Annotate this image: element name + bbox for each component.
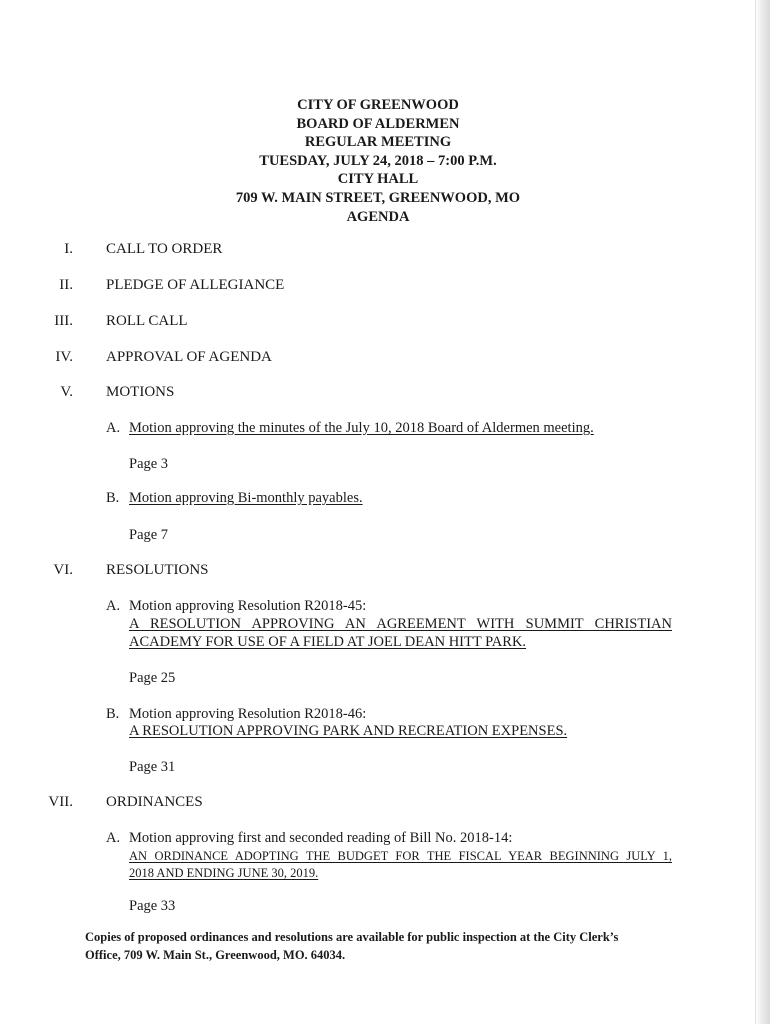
section-number: V. <box>60 384 73 400</box>
ordinance-title-line <box>129 849 672 864</box>
header-date-time: TUESDAY, JULY 24, 2018 – 7:00 P.M. <box>259 152 497 169</box>
header-meeting-type: REGULAR MEETING <box>304 134 452 151</box>
section-number: VI. <box>53 562 73 578</box>
public-inspection-notice <box>85 929 685 964</box>
resolution-r2018-46-link[interactable]: A RESOLUTION APPROVING PARK AND RECREATION EXPENSES. <box>129 723 568 739</box>
resolution-title-line <box>129 616 672 633</box>
page-reference: Page 25 <box>129 670 176 686</box>
resolution-title-line <box>129 723 567 740</box>
item-letter: A. <box>106 830 121 846</box>
section-number: IV. <box>55 349 73 365</box>
item-letter: A. <box>106 420 121 436</box>
section-title: APPROVAL OF AGENDA <box>106 349 272 365</box>
section-title: RESOLUTIONS <box>106 562 209 578</box>
page-reference: Page 31 <box>129 759 176 775</box>
ordinance-bill-2018-14-link-cont[interactable]: 2018 AND ENDING JUNE 30, 2019. <box>129 866 319 880</box>
section-title: CALL TO ORDER <box>106 241 223 257</box>
section-number: III. <box>54 313 73 329</box>
section-title: ROLL CALL <box>106 313 188 329</box>
resolution-title-line <box>129 634 526 651</box>
resolution-lead: Motion approving Resolution R2018-45: <box>129 598 367 614</box>
header-address: 709 W. MAIN STREET, GREENWOOD, MO <box>235 189 521 206</box>
notice-line: Office, 709 W. Main St., Greenwood, MO. 64034. <box>85 947 346 962</box>
notice-line: Copies of proposed ordinances and resolutions are available for public inspection at the City Clerk’s <box>85 930 619 944</box>
item-letter: B. <box>106 706 120 722</box>
page-reference: Page 7 <box>129 527 169 543</box>
section-number: I. <box>64 241 73 257</box>
header-venue: CITY HALL <box>337 171 419 188</box>
resolution-lead: Motion approving Resolution R2018-46: <box>129 706 367 722</box>
header-agenda-title: AGENDA <box>346 208 410 225</box>
motion-payables-link[interactable]: Motion approving Bi-monthly payables. <box>129 490 363 506</box>
motion-minutes-link[interactable]: Motion approving the minutes of the July 10, 2018 Board of Aldermen meeting. <box>129 420 594 436</box>
item-letter: A. <box>106 598 121 614</box>
ordinance-title-line <box>129 866 318 881</box>
section-number: VII. <box>48 794 73 810</box>
section-number: II. <box>59 277 73 293</box>
section-title: MOTIONS <box>106 384 175 400</box>
item-letter: B. <box>106 490 120 506</box>
resolution-r2018-45-link[interactable]: A RESOLUTION APPROVING AN AGREEMENT WITH SUMMIT CHRISTIAN <box>129 616 672 632</box>
ordinance-lead: Motion approving first and seconded reading of Bill No. 2018-14: <box>129 830 513 846</box>
resolution-r2018-45-link-cont[interactable]: ACADEMY FOR USE OF A FIELD AT JOEL DEAN HITT PARK. <box>129 634 527 650</box>
page-edge-scan-shadow <box>755 0 770 1024</box>
section-title: ORDINANCES <box>106 794 203 810</box>
section-title: PLEDGE OF ALLEGIANCE <box>106 277 285 293</box>
header-board: BOARD OF ALDERMEN <box>296 115 460 132</box>
page-reference: Page 3 <box>129 456 169 472</box>
ordinance-bill-2018-14-link[interactable]: AN ORDINANCE ADOPTING THE BUDGET FOR THE FISCAL YEAR BEGINNING JULY 1, <box>129 849 672 863</box>
agenda-header <box>0 96 756 226</box>
header-city: CITY OF GREENWOOD <box>297 97 459 113</box>
page-reference: Page 33 <box>129 898 176 914</box>
